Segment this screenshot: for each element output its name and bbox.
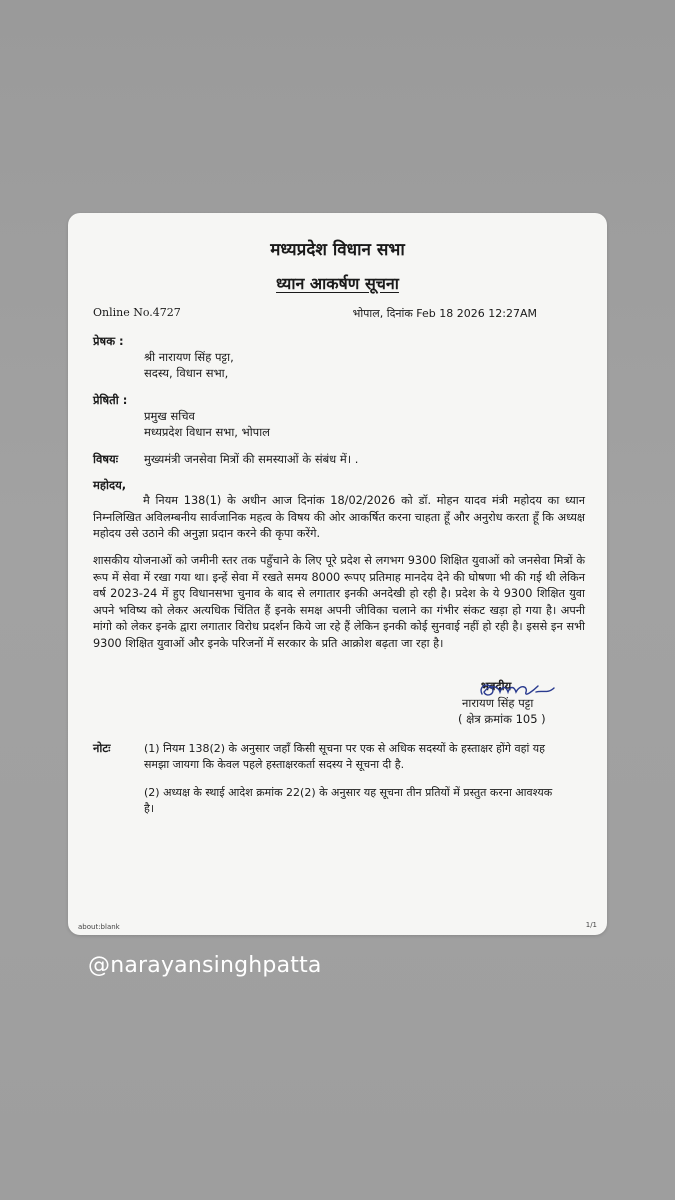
recipient-line-2: मध्यप्रदेश विधान सभा, भोपाल xyxy=(144,425,270,439)
sender-label: प्रेषक : xyxy=(93,334,124,348)
paragraph-1: मै नियम 138(1) के अधीन आज दिनांक 18/02/2026 को डॉ. मोहन यादव मंत्री महोदय का ध्यान निम्नलिखित अविलम्बनीय सार्वजानिक महत्व के विषय की ओर आकर्षित करना चाहता हूँ और अनुरोध करता हूँ कि अध्यक्ष महोदय उसे उठाने की अनुज्ञा प्रदान करने की कृपा करेंगे. xyxy=(93,494,585,541)
online-number: Online No.4727 xyxy=(93,306,181,319)
document-subtitle-text: ध्यान आकर्षण सूचना xyxy=(276,274,399,293)
constituency: ( क्षेत्र क्रमांक 105 ) xyxy=(458,712,546,726)
note-1: (1) नियम 138(2) के अनुसार जहाँ किसी सूचना पर एक से अधिक सदस्यों के हस्ताक्षर होंगे वहां यह समझा जायगा कि केवल पहले हस्ताक्षरकर्ता सदस्य ने सूचना दी है. xyxy=(144,742,546,771)
recipient-label: प्रेषिती : xyxy=(93,393,128,407)
note-2: (2) अध्यक्ष के स्थाई आदेश क्रमांक 22(2) के अनुसार यह सूचना तीन प्रतियों में प्रस्तुत करना आवश्यक है। xyxy=(144,786,553,815)
document-subtitle xyxy=(68,272,607,294)
footer-page-number: 1/1 xyxy=(585,921,597,929)
signatory-name: नारायण सिंह पट्टा xyxy=(462,696,534,710)
note-label: नोटः xyxy=(93,741,111,755)
sender-line-1: श्री नारायण सिंह पट्टा, xyxy=(144,350,234,364)
subject-label: विषयः xyxy=(93,452,119,466)
salutation: महोदय, xyxy=(93,478,127,492)
document-card xyxy=(68,213,607,935)
subject-text: मुख्यमंत्री जनसेवा मित्रों की समस्याओं के संबंध में। . xyxy=(144,452,359,466)
footer-url: about:blank xyxy=(78,923,120,931)
date-line: भोपाल, दिनांक Feb 18 2026 12:27AM xyxy=(352,307,537,320)
document-title: मध्यप्रदेश विधान सभा xyxy=(270,240,405,260)
closing: भवदीय xyxy=(481,679,512,693)
recipient-line-1: प्रमुख सचिव xyxy=(144,409,195,423)
instagram-handle[interactable]: @narayansinghpatta xyxy=(88,953,322,978)
paragraph-2: शासकीय योजनाओं को जमीनी स्तर तक पहुँचाने के लिए पूरे प्रदेश से लगभग 9300 शिक्षित युवाओं को जनसेवा मित्रों के रूप में सेवा में रखा गया था। इन्हें सेवा में रखते समय 8000 रूपए प्रतिमाह मानदेय देने की घोषणा भी की गई थी लेकिन वर्ष 2023-24 में हुए विधानसभा चुनाव के बाद से लगातार इनकी अनदेखी हो रही है। प्रदेश के ये 9300 शिक्षित युवा अपने भविष्य को लेकर अत्यधिक चिंतित हैं इनके समक्ष अपनी जीविका चलाने का गंभीर संकट खड़ा हो गया है। अपनी मांगो को लेकर इनके द्वारा लगातार विरोध प्रदर्शन किये जा रहे हैं लेकिन इनकी कोई सुनवाई नहीं हो रही है। इससे इन सभी 9300 शिक्षित युवाओं और इनके परिजनों में सरकार के प्रति आक्रोश बढ़ता जा रहा है। xyxy=(93,554,585,650)
sender-line-2: सदस्य, विधान सभा, xyxy=(144,366,229,380)
document-page xyxy=(68,213,607,935)
